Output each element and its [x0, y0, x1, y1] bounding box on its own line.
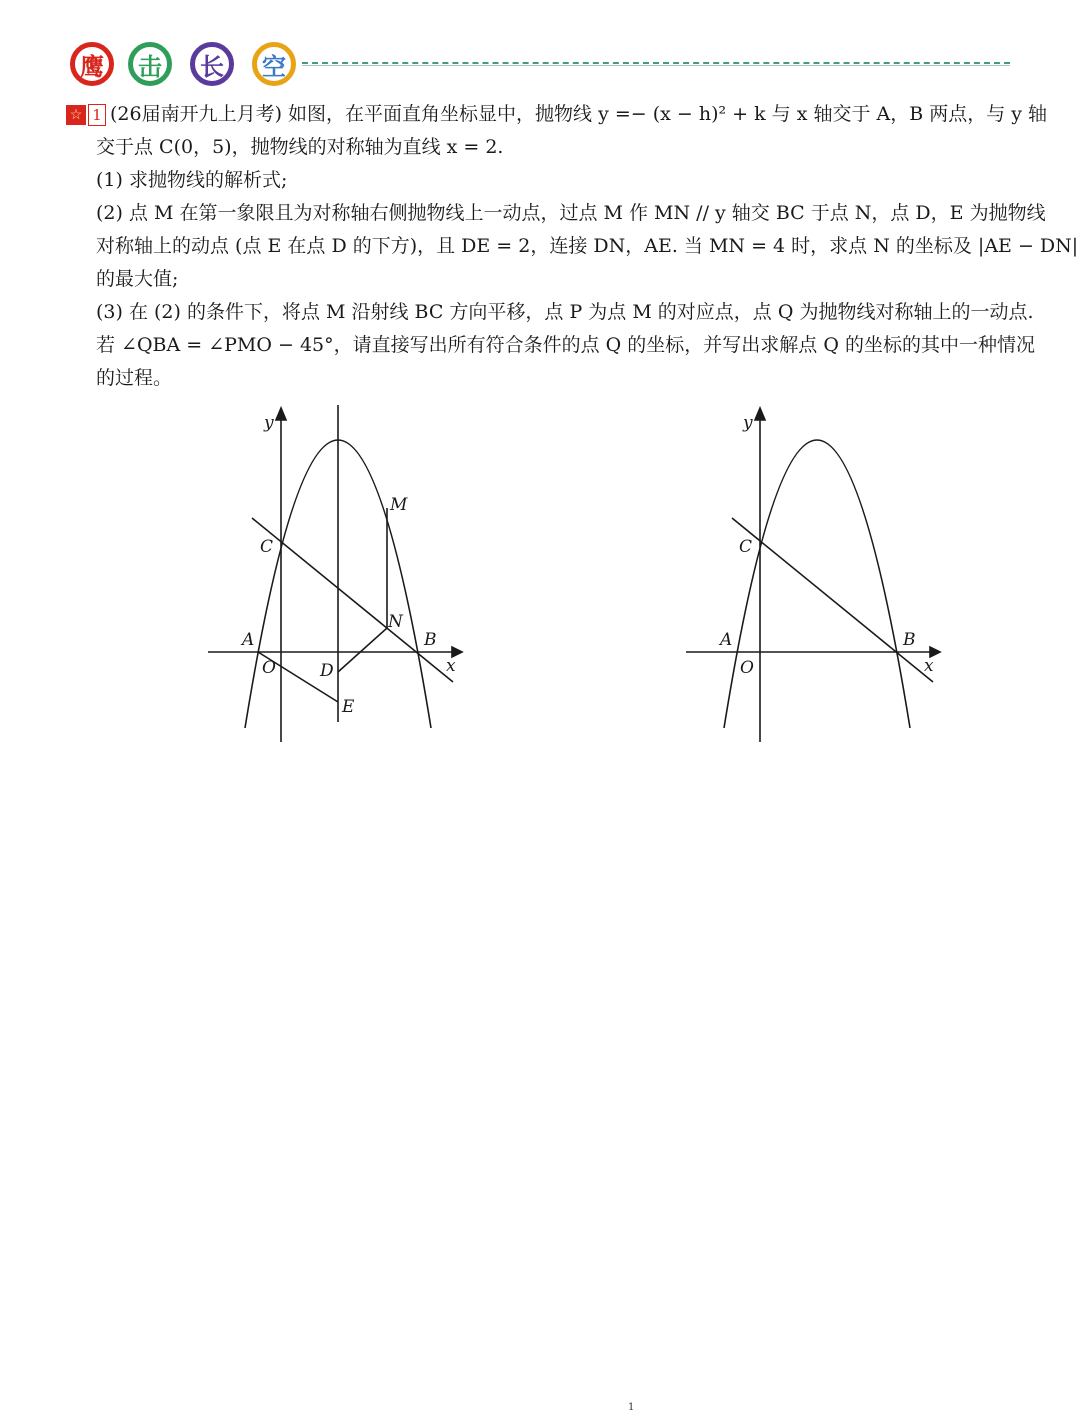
question-part-2-end: 的最大值;: [96, 268, 179, 290]
question-block: [66, 98, 1079, 395]
logo-char-kong: 空: [252, 42, 296, 86]
logo-char-ying: 鹰: [70, 42, 114, 86]
figure-2-svg: [680, 400, 950, 750]
label-x: x: [446, 656, 456, 676]
label-d: D: [320, 661, 334, 681]
star-icon: ☆: [66, 105, 86, 125]
label-b: B: [903, 630, 916, 650]
question-part-2-cont: 对称轴上的动点 (点 E 在点 D 的下方)，且 DE = 2，连接 DN，AE. 当 MN = 4 时，求点 N 的坐标及 |AE − DN|: [96, 235, 1079, 257]
question-part-1: (1) 求抛物线的解析式;: [96, 169, 288, 191]
parabola: [724, 440, 910, 728]
logo-char-ji: 击: [128, 42, 172, 86]
question-number: 1: [88, 104, 106, 126]
header-banner: [70, 38, 1010, 90]
y-axis-arrow: [755, 408, 765, 420]
question-line-2: 交于点 C(0，5)，抛物线的对称轴为直线 x = 2.: [96, 136, 504, 158]
label-o: O: [262, 658, 276, 678]
label-m: M: [390, 495, 408, 515]
label-n: N: [388, 612, 403, 632]
segment-dn: [338, 628, 387, 672]
decorative-line: [302, 65, 1010, 66]
question-part-3: (3) 在 (2) 的条件下，将点 M 沿射线 BC 方向平移，点 P 为点 M 的对应点，点 Q 为抛物线对称轴上的一动点.: [96, 301, 1034, 323]
question-part-3-cont: 若 ∠QBA = ∠PMO − 45°，请直接写出所有符合条件的点 Q 的坐标，并写出求解点 Q 的坐标的其中一种情况: [96, 334, 1035, 356]
label-c: C: [739, 537, 753, 557]
label-c: C: [260, 537, 274, 557]
decorative-dashed-line: [302, 62, 1010, 64]
line-bc: [252, 518, 453, 682]
logo-char-chang: 长: [190, 42, 234, 86]
question-part-3-end: 的过程。: [96, 367, 173, 389]
line-bc: [732, 518, 933, 682]
label-y: y: [743, 413, 753, 433]
label-a: A: [720, 630, 733, 650]
question-part-2: (2) 点 M 在第一象限且为对称轴右侧抛物线上一动点，过点 M 作 MN // y 轴交 BC 于点 N，点 D，E 为抛物线: [96, 202, 1046, 224]
y-axis-arrow: [276, 408, 286, 420]
question-line-1: [66, 98, 1056, 131]
label-a: A: [242, 630, 255, 650]
label-b: B: [424, 630, 437, 650]
label-o: O: [740, 658, 754, 678]
page-number: 1: [628, 1402, 635, 1413]
label-x: x: [924, 656, 934, 676]
label-y: y: [264, 413, 274, 433]
figure-1-svg: [200, 400, 470, 750]
figure-2: [680, 400, 950, 750]
label-e: E: [342, 697, 355, 717]
figure-1: [200, 400, 470, 750]
question-text-1: (26届南开九上月考) 如图，在平面直角坐标显中，抛物线 y =− (x − h)² + k 与 x 轴交于 A，B 两点，与 y 轴: [110, 103, 1048, 125]
